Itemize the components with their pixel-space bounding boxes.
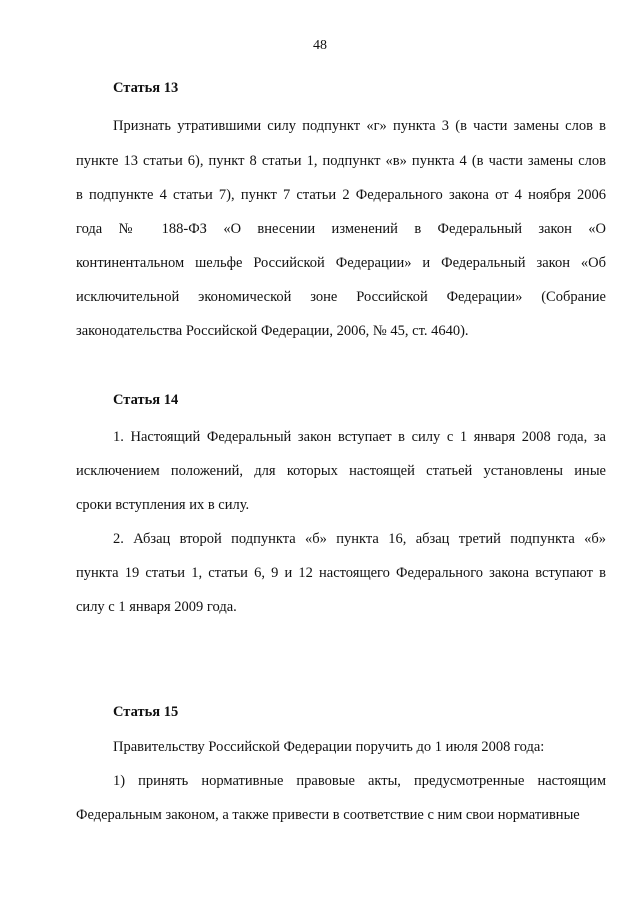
article-15-line: 1) принять нормативные правовые акты, предусмотренные настоящим (113, 773, 606, 789)
article-15-heading: Статья 15 (113, 704, 179, 720)
article-15-line: Федеральным законом, а также привести в соответствие с ним свои нормативные (76, 807, 580, 823)
article-13-line: законодательства Российской Федерации, 2006, № 45, ст. 4640). (76, 323, 469, 339)
article-14-line: сроки вступления их в силу. (76, 497, 250, 513)
article-14-line: силу с 1 января 2009 года. (76, 599, 237, 615)
article-13-heading: Статья 13 (113, 80, 179, 96)
article-14-heading: Статья 14 (113, 392, 179, 408)
article-13-line: в подпункте 4 статьи 7), пункт 7 статьи 2 Федерального закона от 4 ноября 2006 (76, 187, 606, 203)
article-15-line: Правительству Российской Федерации поручить до 1 июля 2008 года: (113, 739, 545, 755)
article-13-line: Признать утратившими силу подпункт «г» пункта 3 (в части замены слов в (113, 118, 606, 134)
article-14-line: 1. Настоящий Федеральный закон вступает в силу с 1 января 2008 года, за (113, 429, 606, 445)
article-13-line: года № 188-ФЗ «О внесении изменений в Федеральный закон «О (76, 221, 606, 237)
article-13-line: пункте 13 статьи 6), пункт 8 статьи 1, подпункт «в» пункта 4 (в части замены слов (76, 153, 606, 169)
article-14-line: 2. Абзац второй подпункта «б» пункта 16, абзац третий подпункта «б» (113, 531, 606, 547)
article-13-line: континентальном шельфе Российской Федерации» и Федеральный закон «Об (76, 255, 606, 271)
article-14-line: пункта 19 статьи 1, статьи 6, 9 и 12 настоящего Федерального закона вступают в (76, 565, 606, 581)
article-13-line: исключительной экономической зоне Российской Федерации» (Собрание (76, 289, 606, 305)
page-number: 48 (313, 38, 327, 53)
article-14-line: исключением положений, для которых настоящей статьей установлены иные (76, 463, 606, 479)
